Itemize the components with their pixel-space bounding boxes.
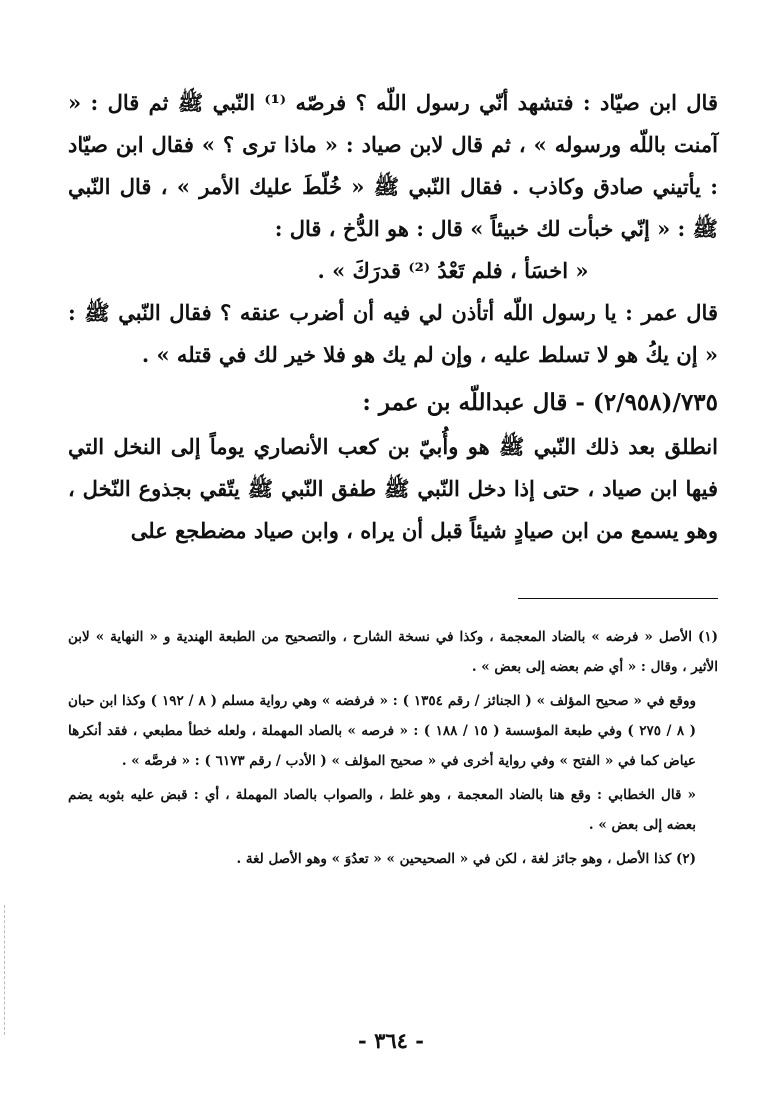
- hadith-heading: ٧٣٥/(٢/٩٥٨) - قال عبداللّه بن عمر :: [362, 389, 718, 416]
- footnote-separator: [518, 598, 718, 599]
- footnotes: [68, 622, 718, 878]
- footnote-1-part-a: (١) الأصل « فرضه » بالضاد المعجمة ، وكذا في نسخة الشارح ، والتصحيح من الطبعة الهندية و « النهاية » لابن الأثير ، وقال : « أي ضم بعضه إلى بعض » .: [68, 629, 718, 675]
- footnote-1-part-b: ووقع في « صحيح المؤلف » ( الجنائز / رقم ١٣٥٤ ) : « فرفضه » وهي رواية مسلم ( ٨ / ١٩٢ ) وكذا ابن حبان ( ٨ / ٢٧٥ ) وفي طبعة المؤسسة ( ١٥ / ١٨٨ ) : « فرصه » بالصاد المهملة ، ولعله خطأ مطبعي ، فقد أنكرها عياض كما في « الفتح » وفي رواية أخرى في « صحيح المؤلف » ( الأدب / رقم ٦١٧٣ ) : « فرصَّه » .: [68, 693, 697, 769]
- footnote-2: (٢) كذا الأصل ، وهو جائز لغة ، لكن في « الصحيحين » « تعدُوَ » وهو الأصل لغة .: [236, 851, 696, 867]
- paragraph-ikhsa: « اخسَأ ، فلم تَعْدُ ⁽²⁾ قدرَكَ » .: [317, 258, 589, 283]
- paragraph-ibn-umar: انطلق بعد ذلك النّبي ﷺ هو وأُبيّ بن كعب الأنصاري يوماً إلى النخل التي فيها ابن صياد ، حتى إذا دخل النّبي ﷺ طفق النّبي ﷺ يتّقي بجذوع النّخل ، وهو يسمع من ابن صيادٍ شيئاً قبل أن يراه ، وابن صياد مضطجع على: [68, 434, 718, 543]
- footnote-1-part-c: « قال الخطابي : وقع هنا بالضاد المعجمة ، وهو غلط ، والصواب بالصاد المهملة ، أي : قبض عليه بثوبه يضم بعضه إلى بعض » .: [68, 787, 696, 833]
- main-text: [68, 82, 718, 552]
- scan-edge-mark: [4, 905, 6, 1035]
- page-number: - ٣٦٤ -: [358, 1028, 424, 1053]
- paragraph-umar: قال عمر : يا رسول اللّه أتأذن لي فيه أن أضرب عنقه ؟ فقال النّبي ﷺ : « إن يكُ هو لا تسلط عليه ، وإن لم يك هو فلا خير لك في قتله » .: [68, 300, 718, 367]
- paragraph-ibn-sayyad: قال ابن صيّاد : فتشهد أنّي رسول اللّه ؟ فرصّه ⁽¹⁾ النّبي ﷺ ثم قال : « آمنت باللّه ورسوله » ، ثم قال لابن صياد : « ماذا ترى ؟ » فقال ابن صيّاد : يأتيني صادق وكاذب . فقال النّبي ﷺ « خُلّطَ عليك الأمر » ، قال النّبي ﷺ : « إنّي خبأت لك خبيئاً » قال : هو الدُّخ ، قال :: [68, 90, 718, 241]
